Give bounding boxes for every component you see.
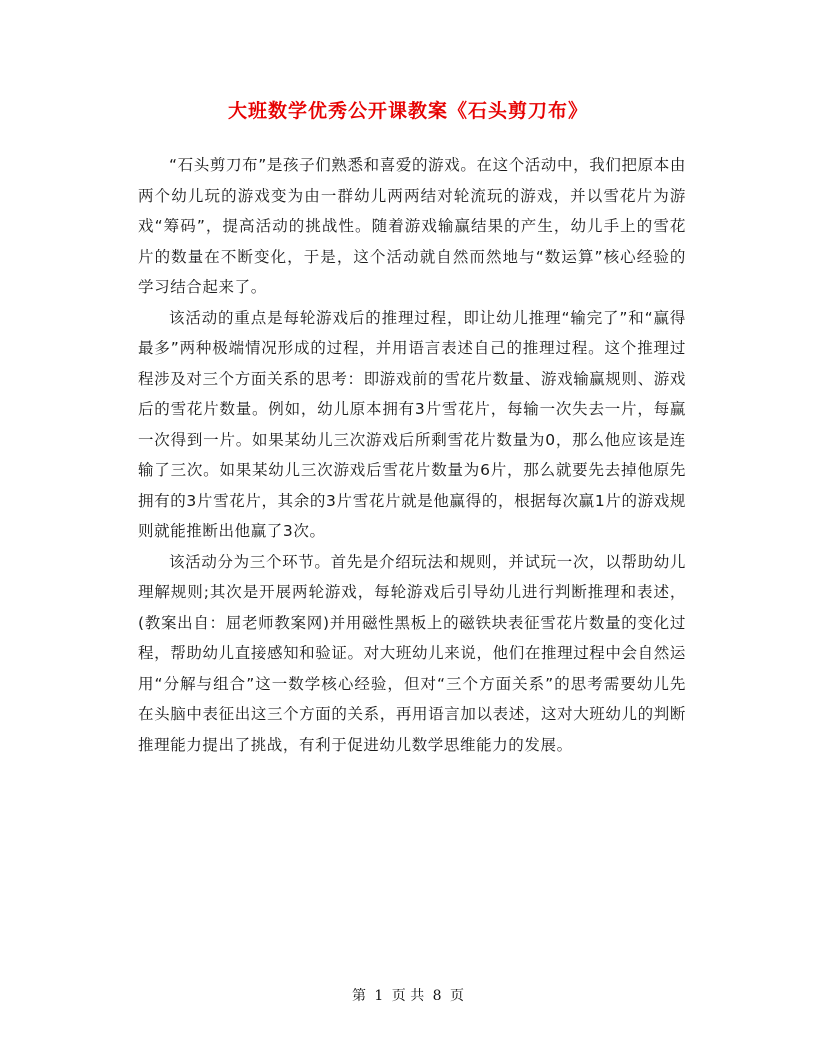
footer-total-pages: 8 <box>432 988 442 1004</box>
document-title: 大班数学优秀公开课教案《石头剪刀布》 <box>227 100 588 122</box>
footer-prefix: 第 <box>351 988 366 1004</box>
page-footer <box>0 985 816 1005</box>
paragraph-3: 该活动分为三个环节。首先是介绍玩法和规则，并试玩一次，以帮助幼儿理解规则;其次是开展两轮游戏，每轮游戏后引导幼儿进行判断推理和表述，(教案出自：屈老师教案网)并用磁性黑板上的磁铁块表征雪花片数量的变化过程，帮助幼儿直接感知和验证。对大班幼儿来说，他们在推理过程中会自然运用“分解与组合”这一数学核心经验，但对“三个方面关系”的思考需要幼儿先在头脑中表征出这三个方面的关系，再用语言加以表述，这对大班幼儿的判断推理能力提出了挑战，有利于促进幼儿数学思维能力的发展。 <box>138 552 686 754</box>
paragraph-1: “石头剪刀布”是孩子们熟悉和喜爱的游戏。在这个活动中，我们把原本由两个幼儿玩的游戏变为由一群幼儿两两结对轮流玩的游戏，并以雪花片为游戏“筹码”，提高活动的挑战性。随着游戏输赢结果的产生，幼儿手上的雪花片的数量在不断变化，于是，这个活动就自然而然地与“数运算”核心经验的学习结合起来了。 <box>138 156 686 296</box>
footer-page-number: 1 <box>374 988 384 1004</box>
document-body <box>138 150 686 760</box>
footer-middle: 页 共 <box>391 988 425 1004</box>
footer-suffix: 页 <box>450 988 465 1004</box>
paragraph-2: 该活动的重点是每轮游戏后的推理过程，即让幼儿推理“输完了”和“赢得最多”两种极端情况形成的过程，并用语言表述自己的推理过程。这个推理过程涉及对三个方面关系的思考：即游戏前的雪花片数量、游戏输赢规则、游戏后的雪花片数量。例如，幼儿原本拥有3片雪花片，每输一次失去一片，每赢一次得到一片。如果某幼儿三次游戏后所剩雪花片数量为0，那么他应该是连输了三次。如果某幼儿三次游戏后雪花片数量为6片，那么就要先去掉他原先拥有的3片雪花片，其余的3片雪花片就是他赢得的，根据每次赢1片的游戏规则就能推断出他赢了3次。 <box>138 308 686 540</box>
